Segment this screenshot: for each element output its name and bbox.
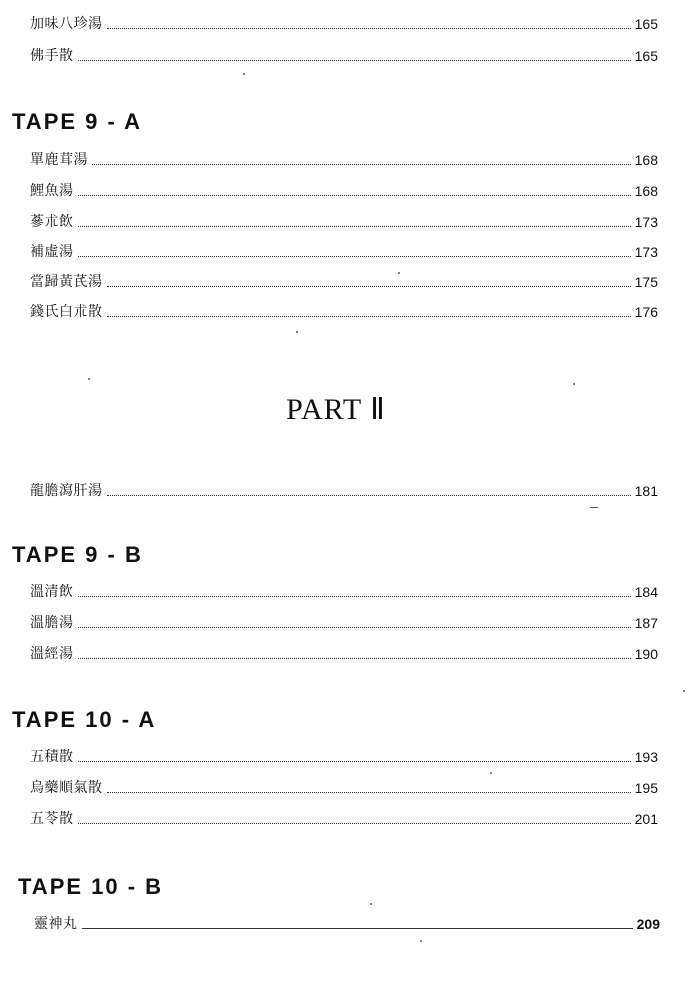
entry-page: 176 [634,304,658,320]
dot-leader [107,286,631,287]
dot-leader [78,256,631,257]
toc-entry [30,210,658,234]
entry-page: 165 [634,48,658,64]
toc-entry [30,270,658,294]
dot-leader [78,823,631,824]
entry-page: 184 [634,584,658,600]
entry-page: 193 [634,749,658,765]
toc-entry [30,240,658,264]
toc-entry [30,300,658,324]
scan-speck [370,903,372,905]
entry-title: 靈神丸 [34,916,78,932]
entry-title: 補虛湯 [30,244,74,260]
section-heading-tape-9a: TAPE 9 - A [12,109,143,134]
part-heading: PART Ⅱ [286,393,386,426]
toc-entry [30,148,658,172]
entry-page: 209 [636,916,660,932]
dot-leader [78,226,631,227]
entry-page: 175 [634,274,658,290]
dot-leader [78,761,631,762]
toc-entry [30,776,658,800]
section-heading-tape-10a: TAPE 10 - A [12,707,157,732]
dot-leader [107,28,631,29]
entry-page: 190 [634,646,658,662]
dot-leader [107,792,631,793]
entry-title: 溫經湯 [30,646,74,662]
entry-title: 溫清飲 [30,584,74,600]
toc-entry [30,611,658,635]
toc-entry [30,12,658,36]
entry-page: 201 [634,811,658,827]
toc-entry [34,912,660,936]
dot-leader [78,195,631,196]
toc-entry [30,44,658,68]
toc-entry [30,479,658,503]
dot-leader [78,596,631,597]
scan-speck [398,272,400,274]
entry-title: 五積散 [30,749,74,765]
scan-speck [590,507,598,508]
entry-page: 181 [634,483,658,499]
entry-title: 佛手散 [30,48,74,64]
dot-leader [107,316,631,317]
section-heading-tape-9b: TAPE 9 - B [12,542,143,567]
dot-leader [78,60,631,61]
entry-page: 173 [634,244,658,260]
scan-speck [88,378,90,380]
toc-entry [30,745,658,769]
entry-page: 173 [634,214,658,230]
scan-speck [490,772,492,774]
dot-leader [82,928,633,929]
entry-title: 單鹿茸湯 [30,152,88,168]
entry-page: 195 [634,780,658,796]
scan-speck [296,331,298,333]
entry-title: 龍膽瀉肝湯 [30,483,103,499]
scan-speck [243,73,245,75]
toc-entry [30,807,658,831]
dot-leader [78,627,631,628]
entry-title: 溫膽湯 [30,615,74,631]
entry-title: 加味八珍湯 [30,16,103,32]
entry-title: 鯉魚湯 [30,183,74,199]
entry-title: 當歸黃芪湯 [30,274,103,290]
scan-speck [573,383,575,385]
dot-leader [92,164,631,165]
scan-speck [420,940,422,942]
entry-title: 五苓散 [30,811,74,827]
entry-page: 187 [634,615,658,631]
section-heading-tape-10b: TAPE 10 - B [18,874,164,899]
entry-title: 蔘朮飲 [30,214,74,230]
dot-leader [107,495,631,496]
toc-entry [30,179,658,203]
entry-page: 168 [634,183,658,199]
entry-title: 烏藥順氣散 [30,780,103,796]
scan-speck [683,690,685,692]
entry-page: 165 [634,16,658,32]
entry-page: 168 [634,152,658,168]
dot-leader [78,658,631,659]
toc-entry [30,642,658,666]
entry-title: 錢氏白朮散 [30,304,103,320]
toc-entry [30,580,658,604]
